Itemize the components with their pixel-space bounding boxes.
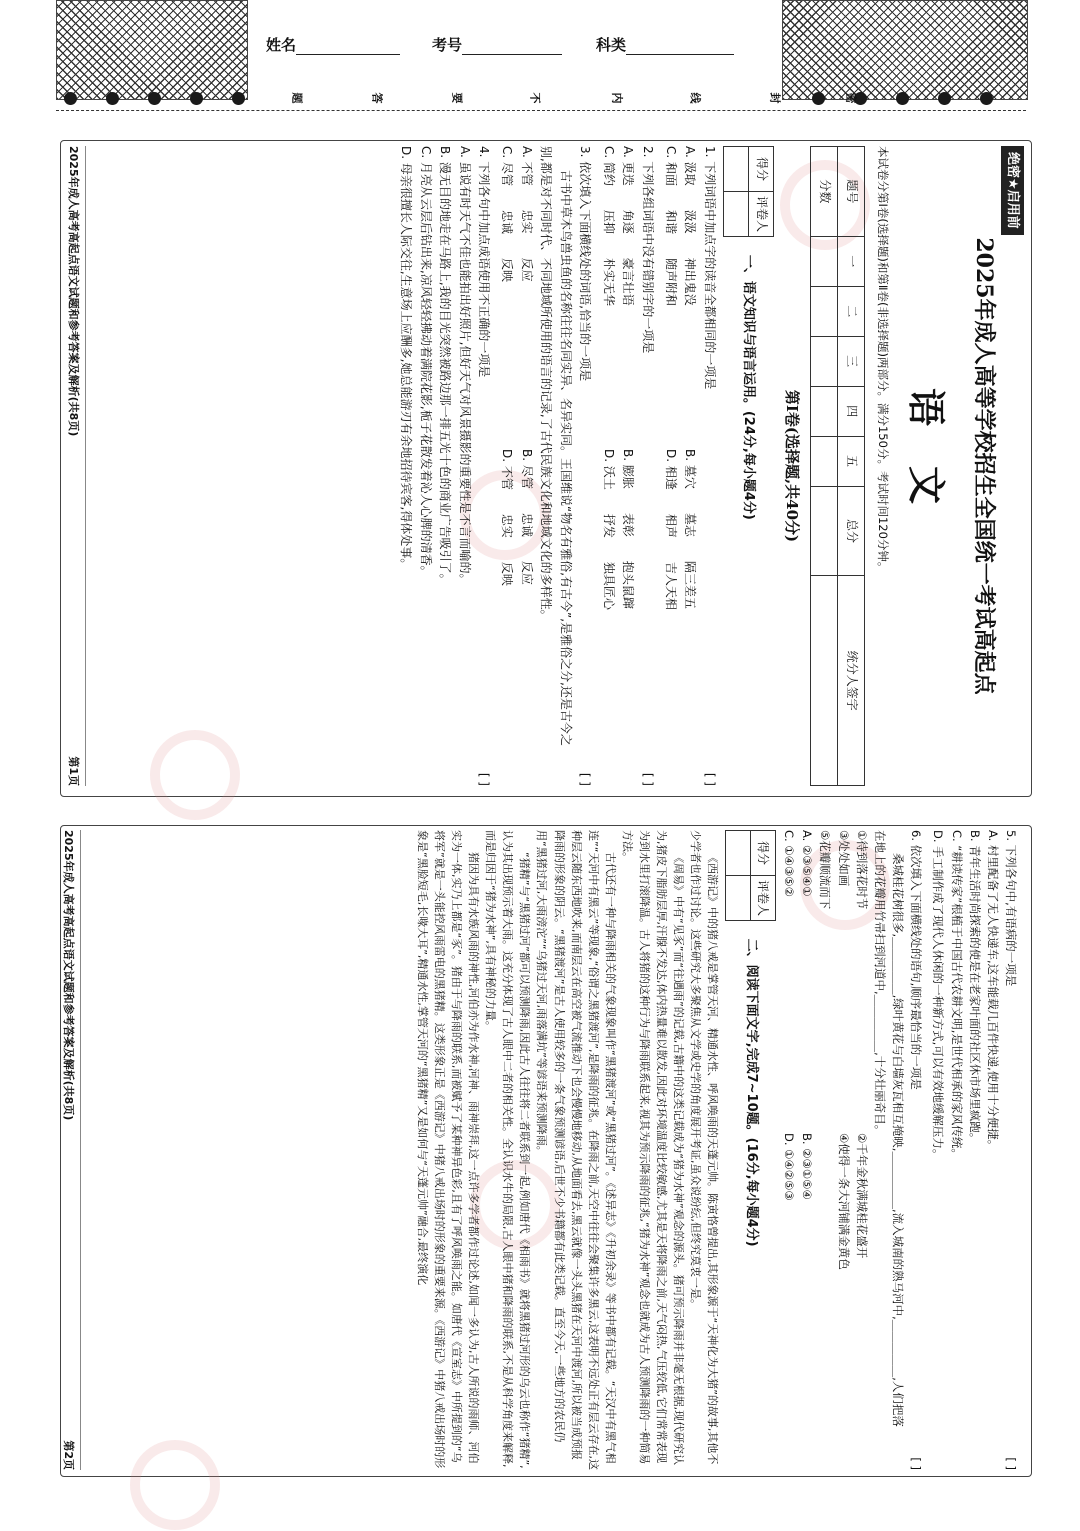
question-5 [929, 830, 1020, 1470]
sentence-item: ①待到落花时节 [854, 830, 869, 910]
passage-paragraph: 古代还有一种与降雨相关的气象现象叫作“黑猪渡河”或“黑猪过河”。《述异志》《升初余录》等书中都有记载。“天汉中有黑气相连”“天河中有黑云”等现象,“俗谓之黑猪渡河”,是降雨的征兆。在降雨之前,天空中往往会聚集许多黑云,这表明不远处正有层云存在,这种层云随东西地吹来,而南层云在高空被气流推动下也会慢慢地移动,从地面看去,黑云就像一头头黑猪在天河中渡河,所以被当成预报降雨的形象的阴云。“黑猪渡河”是古人使用较多的一条气象预测谚语,后世不少书籍都有此类记载。直至今天,一些地方的农民仍用“黑猪过河,大雨滂沱”“乌猪过天河,雨落满坑”等谚语来预测降雨。 [535, 830, 617, 1470]
seal-dot [64, 92, 77, 105]
subject-label: 科类 [596, 36, 627, 54]
seal-dot [232, 92, 245, 105]
option[interactable]: D. 母亲很擅长人际交往,生意场上应酬多,她总能游刃有余地招待宾客,得体处事。 [399, 146, 414, 571]
score-header-cell: 题号 [838, 147, 865, 237]
seal-dot [106, 92, 119, 105]
exam-number-label: 考号 [432, 36, 463, 54]
answer-bracket[interactable]: [ ] [578, 772, 593, 786]
option[interactable]: C. 和面 和谐 随声附和 [663, 146, 678, 307]
question-passage: 古书中草木鸟兽虫鱼的名称往往名同实异、名异实同。王国维说“物名有雅俗,有古今”,是雅俗之分,还是古今之别,都是对不同时代、不同地域所使用的语言的记录,了古代民族文化和地域文化的多样性。 [539, 146, 573, 746]
answer-bracket[interactable]: [ ] [702, 772, 717, 786]
grader-box [723, 146, 774, 237]
seal-char: 线 [688, 92, 702, 104]
exam-page-1 [64, 146, 1024, 786]
option[interactable]: B. 尽管 忠诚 反应 [519, 449, 534, 585]
passage-paragraph: 《西游记》中的猪八戒是掌管天河、精通水性、呼风唤雨的天蓬元帅。陈寅恪曾提出,其形象源于“天神化为大猪”的故事,其他不少学者也作过讨论。这些研究大多聚焦从文学或史学的角度展开考证,虽众说纷纭,但终究莫衷一是。 [688, 830, 719, 1465]
option[interactable]: C. ①④③⑤② [782, 830, 797, 897]
score-cell[interactable] [811, 436, 838, 486]
option[interactable]: D. ①④②⑤③ [782, 1133, 797, 1201]
option[interactable]: C. 简约 压抑 朴实无华 [601, 146, 616, 307]
grader-marker-cell[interactable] [725, 876, 750, 921]
score-cell[interactable] [811, 486, 838, 576]
option[interactable]: B. 墓穴 墓志 隔三差五 [683, 449, 698, 609]
option[interactable]: A. 村里配备了无人快递车,这车能载几百件快递,使用十分便捷。 [985, 830, 1000, 1152]
grader-box [725, 830, 776, 921]
option[interactable]: A. 不管 忠实 反应 [519, 146, 534, 282]
name-field[interactable] [266, 34, 400, 55]
score-row-label: 分数 [811, 147, 838, 237]
exam-page-2 [64, 830, 1024, 1470]
name-label: 姓名 [266, 36, 297, 54]
question-stem: 5. 下列各句中,有语病的一项是 [1004, 830, 1018, 987]
instructions: 本试卷分第Ⅰ卷(选择题)和第Ⅱ卷(非选择题)两部分。满分150分。考试时间120分钟。 [875, 146, 890, 574]
page-footer [60, 830, 81, 1470]
option[interactable]: D. 相逢 相声 吉人天相 [663, 449, 678, 610]
seal-dot [896, 92, 909, 105]
grader-marker-label: 评卷人 [748, 192, 773, 237]
option[interactable]: C. 尽管 忠诚 反映 [500, 146, 515, 283]
footer-title: 2025年成人高考高起点语文试题和参考答案及解析(共8页) [66, 146, 80, 437]
seal-dot [938, 92, 951, 105]
options-list [780, 830, 816, 1436]
paper-title: 2025年成人高等学校招生全国统一考试高起点 [970, 237, 997, 695]
section-2-header [725, 830, 776, 1470]
score-header-cell: 三 [838, 336, 865, 386]
seal-char: 题 [290, 92, 304, 104]
section-1-header [723, 146, 774, 786]
seal-char: 不 [528, 92, 542, 104]
volume-title: 第Ⅰ卷(选择题,共40分) [783, 389, 802, 543]
seal-char: 内 [610, 92, 624, 104]
question-6 [780, 830, 925, 1470]
option[interactable]: C. “耕读传家”根植于中国古代农耕文明,是世代相承的家风传统。 [949, 830, 964, 1160]
subject-title: 语文 [904, 387, 950, 544]
answer-bracket[interactable]: [ ] [909, 1457, 924, 1470]
option[interactable]: B. 膨胀 表彰 抱头鼠蹿 [621, 449, 636, 609]
page-number: 第2页 [62, 1440, 76, 1470]
options-list [497, 146, 536, 752]
passage-paragraph: 猪因为具有水族风雨的神性,河伯亦为作水神,河神、雨神崇拜,这一点许多学者都作过论述,如闻一多认为,古人所说的雨师、河伯实为一体,实乃上都是“豕”。猪由于与降雨的联系,而被赋予了某种神异色彩,且有了呼风唤雨之能。如唐代《宣室志》中所提到的“乌将军”就是一头能控风雨雷电的黑猪精。这类形象正是《西游记》中猪八戒出场时的形象的重要来源。《西游记》中猪八戒出场时的形象是“黑脸短毛,长喙大耳”,精通水性,掌管天河的“黑猪精”又是如何与“天蓬元帅”融合,最终演化 [416, 830, 481, 1469]
score-table [810, 146, 865, 786]
score-cell[interactable] [811, 576, 838, 786]
seal-dot [190, 92, 203, 105]
seal-dot [812, 92, 825, 105]
question-stem: 6. 依次填入下面横线处的语句,顺序最恰当的一项是 [909, 830, 924, 1090]
score-header-cell: 五 [838, 436, 865, 486]
question-1 [661, 146, 719, 786]
seal-char: 密 [844, 92, 858, 104]
question-stem: 1. 下列词语中加点字的读音全都相同的一项是 [702, 146, 717, 390]
exam-number-field[interactable] [432, 34, 562, 55]
seal-char: 要 [450, 92, 464, 104]
secret-tag: 绝密★启用前 [1001, 146, 1024, 235]
score-cell[interactable] [811, 386, 838, 436]
question-stem: 4. 下列各句中加点成语使用不正确的一项是 [477, 146, 492, 378]
question-4 [396, 146, 493, 786]
subject-field[interactable] [596, 34, 734, 55]
question-3 [497, 146, 594, 786]
grader-score-label: 得分 [750, 831, 775, 876]
passage-paragraph: “猪精”与“黑猪过河”都可以预测降雨,因此古人往往将二者联系到一起,例如唐代《相雨书》就将黑猪过河形的乌云也称作“猪精”,认为其出现预示着大雨。这充分体现了古人眼中二者的相关性。全认识水牛的局限,古人眼中猪和降雨的联系,不是从科学角度来解释,而是归因于“猪为水神”,具有神秘的力量。 [484, 830, 532, 1469]
seal-dot [980, 92, 993, 105]
grader-marker-cell[interactable] [723, 192, 748, 237]
question-stem: 3. 依次填入下面横线处的词语,恰当的一项是 [578, 146, 593, 382]
binding-hatch-left [56, 0, 248, 100]
score-cell[interactable] [811, 336, 838, 386]
passage-paragraph: 《周易》中有“见豕”而“往遇雨”的记载,古籍中的这类记载成为“猪为水神”观念的源头。猪可预示降雨并非毫无根据,现代研究认为,猪皮下脂肪层厚,汗腺不发达,体内热量难以散发,因此对环境温度比较敏感,尤其是天将降雨之前,天气闷热,气压较低,它们常常表现为到水里打滚降温。古人将猪的这种行为与降雨联系起来,视其为预示降雨的征兆,“猪为水神”观念也就成为古人预测降雨的一种简易方法。 [620, 830, 685, 1466]
option[interactable]: D. 不管 忠实 反映 [500, 449, 515, 586]
score-header-cell: 统分人签字 [838, 576, 865, 786]
score-cell[interactable] [811, 286, 838, 336]
option[interactable]: A. 汲取 汲汲 神出鬼没 [683, 146, 698, 306]
option[interactable]: A. 虽说有时天气不佳也能拍出好照片,但好天气对风景摄影的重要性是不言而喻的。 [457, 146, 472, 586]
score-header-cell: 二 [838, 286, 865, 336]
option[interactable]: B. 青年生活时尚探索的使是在老家叶面的社区休市场里疯跑。 [967, 830, 982, 1145]
seal-dot [148, 92, 161, 105]
sentence-items [816, 830, 870, 1436]
option[interactable]: D. 沃土 抒发 独具匠心 [601, 449, 616, 610]
score-cell[interactable] [811, 236, 838, 286]
options-list [661, 146, 700, 752]
grader-score-cell[interactable] [723, 147, 748, 192]
option[interactable]: B. 漫无目的地走在马路上,我的目光突然被路边那一排五光十色的商业广告吸引了。 [438, 146, 453, 586]
page-footer [64, 146, 86, 786]
seal-char: 封 [768, 92, 782, 104]
reading-passage [414, 830, 721, 1470]
grader-marker-label: 评卷人 [750, 876, 775, 921]
footer-title: 2025年成人高考高起点语文试题和参考答案及解析(共8页) [62, 830, 76, 1121]
answer-bracket[interactable]: [ ] [640, 772, 655, 786]
section-1-title: 一、语文知识与语言运用。(24分,每小题4分) [740, 254, 756, 520]
binding-hatch-right [782, 0, 1028, 100]
option[interactable]: B. ②③①⑤④ [800, 1133, 815, 1200]
seal-char: 答 [370, 92, 384, 104]
question-passage: 桑城桂花树很多,＿＿＿＿＿,绿叶黄花与白墙灰瓦相互掩映,＿＿＿＿＿,流入城南的熟马河中,＿＿＿＿＿,人们把落在地上的花瓣用竹帚扫到河道中,＿＿＿＿＿,十分壮丽奇目。 [872, 830, 906, 1427]
sentence-item: ②千年金秋满城桂花盛开 [854, 1133, 869, 1259]
option[interactable]: A. ②③⑤④① [800, 830, 815, 897]
question-2 [598, 146, 656, 786]
grader-score-label: 得分 [748, 147, 773, 192]
question-stem: 2. 下列各组词语中没有错别字的一项是 [640, 146, 655, 354]
score-header-cell: 总分 [838, 486, 865, 576]
section-2-title: 二、阅读下面文字,完成7~10题。(16分,每小题4分) [743, 938, 759, 1247]
sentence-item: ⑤花瓣顺流而下 [818, 830, 833, 910]
page-number: 第1页 [66, 756, 80, 786]
option[interactable]: A. 更迭 角逐 豪言壮语 [621, 146, 636, 306]
sentence-item: ④使得一条大河铺满金黄色 [836, 1133, 851, 1270]
grader-score-cell[interactable] [725, 831, 750, 876]
score-header-cell: 四 [838, 386, 865, 436]
score-header-cell: 一 [838, 236, 865, 286]
answer-bracket[interactable]: [ ] [1004, 1457, 1018, 1470]
sentence-item: ③处处如画 [836, 830, 851, 887]
option[interactable]: D. 手工制作成了现代人休闲的一种新方式,可以有效地缓解压力。 [931, 830, 946, 1161]
option[interactable]: C. 月亮从云层后钻出来,凉风轻轻拂动着满院花影,栀子花散发着沁人心脾的清香。 [418, 146, 433, 578]
options-list [598, 146, 637, 752]
answer-bracket[interactable]: [ ] [477, 772, 492, 786]
